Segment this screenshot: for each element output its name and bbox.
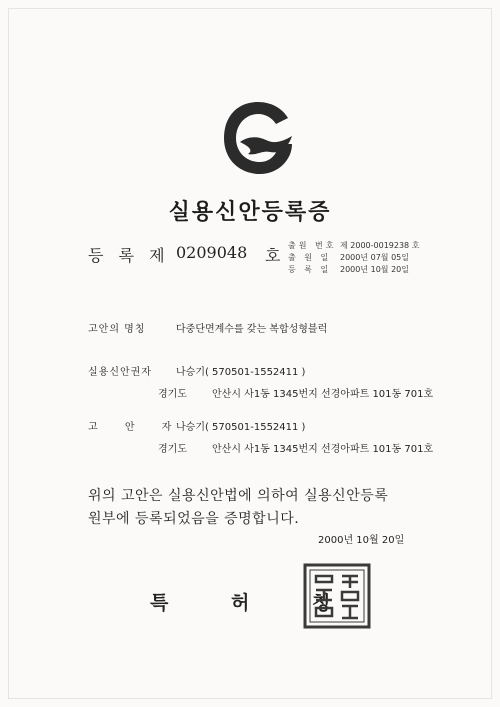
inventor-label: 고 안 자: [88, 422, 184, 433]
registration-suffix: 호: [265, 246, 281, 265]
filing-metadata: [288, 240, 419, 276]
statement-line-2: 원부에 등록되었음을 증명합니다.: [88, 511, 300, 527]
meta-application-number: 출원 번호 제 2000-0019238 호: [288, 241, 420, 250]
registration-label: 등 록 제: [88, 246, 170, 265]
inventor-address: 안산시 사1동 1345번지 선경아파트 101동 701호: [212, 444, 434, 455]
invention-name-label: 고안의 명칭: [88, 324, 146, 335]
right-holder-region: 경기도: [158, 389, 187, 400]
invention-name-value: 다중단면계수를 갖는 복합성형블럭: [176, 324, 328, 335]
official-seal-icon: [302, 562, 372, 630]
registration-number: 0209048: [176, 243, 248, 262]
inventor-region: 경기도: [158, 444, 187, 455]
right-holder-address: 안산시 사1동 1345번지 선경아파트 101동 701호: [212, 389, 434, 400]
statement-line-1: 위의 고안은 실용신안법에 의하여 실용신안등록: [88, 488, 389, 504]
right-holder-name: 나승기( 570501-1552411 ): [176, 367, 306, 378]
inventor-name: 나승기( 570501-1552411 ): [176, 422, 306, 433]
meta-filing-date: 출 원 일 2000년 07월 05일: [288, 253, 409, 262]
issue-date: 2000년 10월 20일: [318, 535, 405, 546]
right-holder-label: 실용신안권자: [88, 367, 152, 378]
meta-registration-date: 등 록 일 2000년 10월 20일: [288, 265, 409, 274]
government-emblem-icon: [218, 96, 298, 180]
certificate-title: 실용신안등록증: [168, 200, 332, 225]
issuing-office: 특 허 청: [150, 592, 359, 614]
certification-statement: [88, 485, 448, 531]
